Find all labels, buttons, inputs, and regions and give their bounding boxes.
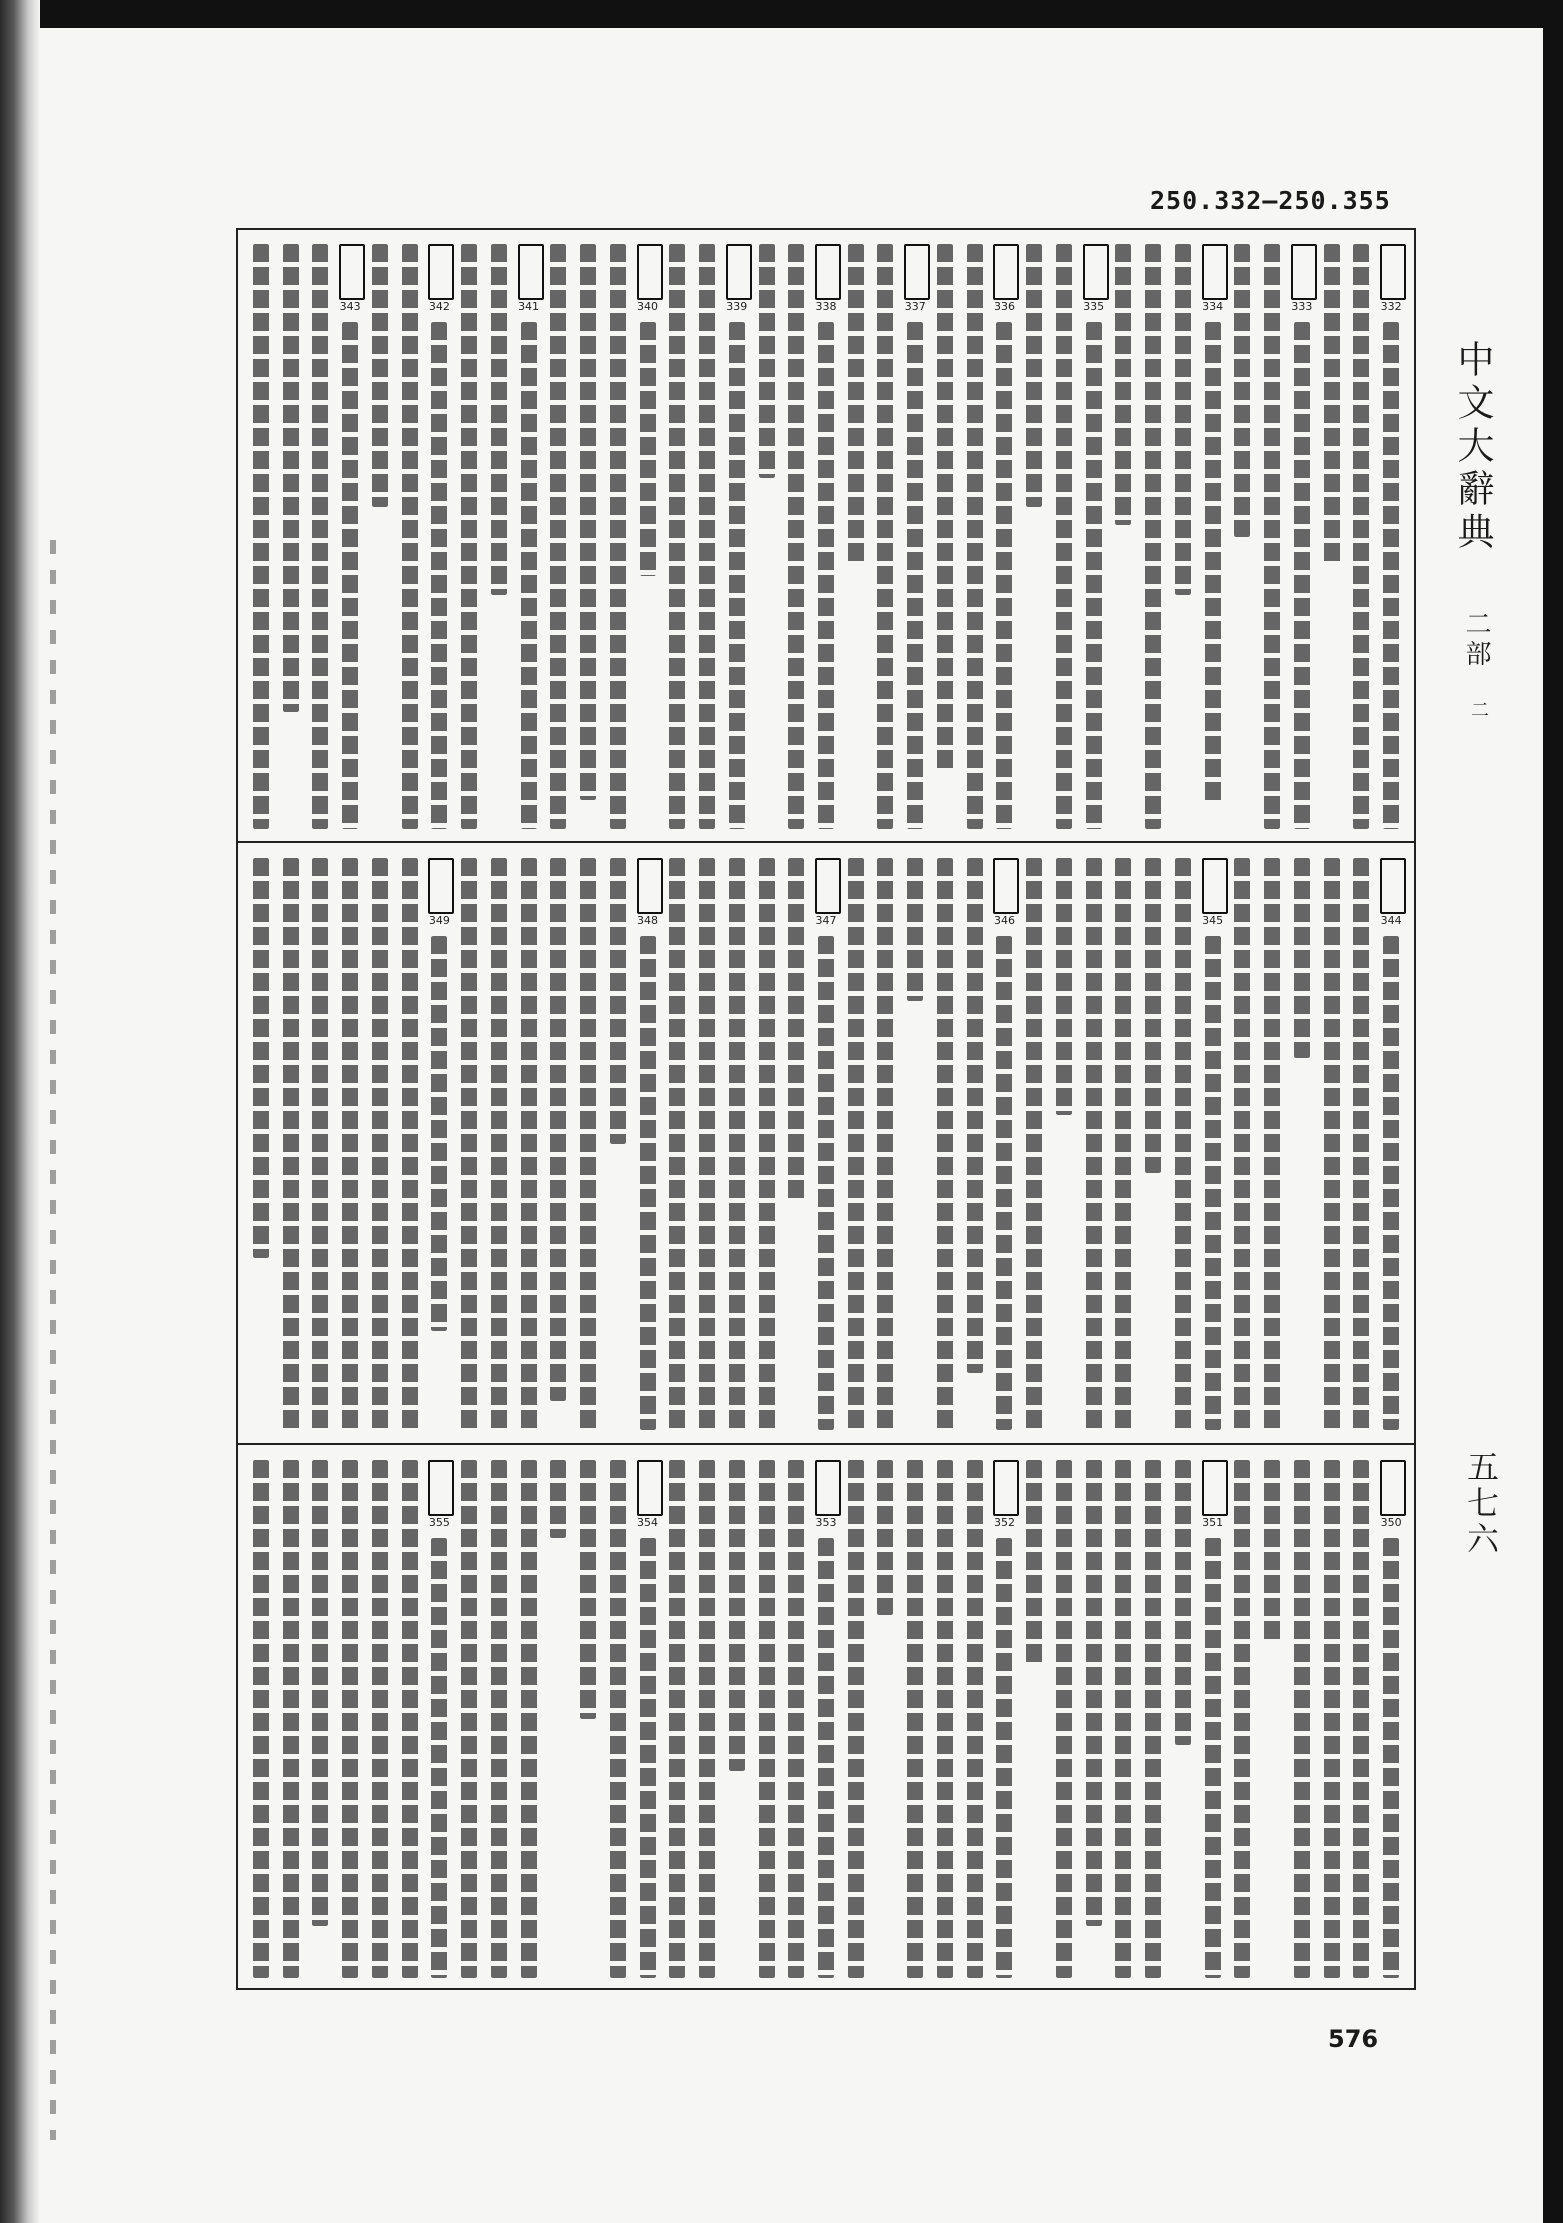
text-column <box>754 244 780 829</box>
text-column-glyphs <box>818 936 834 1430</box>
text-column <box>694 244 720 829</box>
text-column-glyphs <box>342 322 358 829</box>
text-column-glyphs <box>1324 244 1340 566</box>
text-column-glyphs <box>848 1460 864 1978</box>
text-column-glyphs <box>907 858 923 1001</box>
text-column <box>486 1460 512 1978</box>
text-column <box>1170 858 1196 1430</box>
text-column <box>1021 244 1047 829</box>
text-column <box>962 1460 988 1978</box>
text-column-glyphs <box>342 858 358 1430</box>
text-column-glyphs <box>610 244 626 829</box>
entry-headword-box <box>428 244 454 300</box>
text-column <box>962 858 988 1430</box>
text-column <box>456 858 482 1430</box>
text-column-glyphs <box>580 1460 596 1719</box>
text-column <box>724 1460 750 1978</box>
entry-number: 349 <box>426 914 452 927</box>
text-column-glyphs <box>1056 858 1072 1115</box>
text-column <box>367 1460 393 1978</box>
text-column <box>1229 858 1255 1430</box>
text-column <box>397 244 423 829</box>
text-column-glyphs <box>907 322 923 829</box>
text-column <box>1289 1460 1315 1978</box>
text-column <box>1319 244 1345 829</box>
scan-border-left <box>0 0 40 2223</box>
dictionary-title: 中文大辭典 <box>1451 340 1494 555</box>
text-column-glyphs <box>521 322 537 829</box>
entry-number: 332 <box>1378 300 1404 313</box>
text-column-glyphs <box>877 858 893 1430</box>
text-column-glyphs <box>729 322 745 829</box>
text-column <box>426 244 452 829</box>
text-band-top <box>246 244 1406 829</box>
text-column <box>456 1460 482 1978</box>
text-column-glyphs <box>669 1460 685 1978</box>
text-column-glyphs <box>699 858 715 1430</box>
text-column <box>664 1460 690 1978</box>
text-column <box>783 244 809 829</box>
text-column <box>426 858 452 1430</box>
text-column <box>664 858 690 1430</box>
text-column-glyphs <box>1383 322 1399 829</box>
text-column <box>1081 858 1107 1430</box>
text-column <box>1170 244 1196 829</box>
text-column-glyphs <box>729 858 745 1430</box>
text-column <box>575 858 601 1430</box>
entry-headword-box <box>637 1460 663 1516</box>
entry-headword-box <box>518 244 544 300</box>
text-column <box>367 244 393 829</box>
text-column <box>902 858 928 1430</box>
text-column <box>367 858 393 1430</box>
text-column-glyphs <box>1234 858 1250 1430</box>
entry-headword-box <box>815 858 841 914</box>
text-column <box>932 244 958 829</box>
text-column-glyphs <box>550 244 566 829</box>
text-column <box>843 244 869 829</box>
entry-headword-box <box>339 244 365 300</box>
text-column <box>1140 1460 1166 1978</box>
text-column <box>902 1460 928 1978</box>
text-column-glyphs <box>877 244 893 829</box>
text-column-glyphs <box>491 244 507 595</box>
text-column-glyphs <box>818 322 834 829</box>
text-column <box>1259 1460 1285 1978</box>
entry-number: 338 <box>813 300 839 313</box>
text-column-glyphs <box>1234 1460 1250 1978</box>
text-column-glyphs <box>669 858 685 1430</box>
entry-number: 346 <box>991 914 1017 927</box>
entry-headword-box <box>1291 244 1317 300</box>
text-column <box>397 858 423 1430</box>
text-column <box>1229 1460 1255 1978</box>
text-column-glyphs <box>729 1460 745 1771</box>
binding-shadow <box>50 540 56 2140</box>
text-column-glyphs <box>1264 858 1280 1430</box>
entry-headword-box <box>993 1460 1019 1516</box>
text-column <box>635 858 661 1430</box>
text-column <box>248 858 274 1430</box>
text-column <box>605 858 631 1430</box>
text-column-glyphs <box>1115 244 1131 525</box>
entry-number: 351 <box>1200 1516 1226 1529</box>
text-column-glyphs <box>788 1460 804 1978</box>
text-column-glyphs <box>521 1460 537 1978</box>
scan-border-top <box>0 0 1563 28</box>
text-column <box>1200 1460 1226 1978</box>
text-column <box>426 1460 452 1978</box>
text-column <box>1319 858 1345 1430</box>
radical-label: 二部 <box>1461 610 1491 670</box>
text-column <box>962 244 988 829</box>
text-column-glyphs <box>818 1538 834 1978</box>
band-divider <box>238 841 1414 843</box>
entry-headword-box <box>1202 858 1228 914</box>
entry-number: 342 <box>426 300 452 313</box>
text-column <box>1081 244 1107 829</box>
text-column-glyphs <box>283 244 299 712</box>
text-column-glyphs <box>640 322 656 576</box>
text-column-glyphs <box>937 858 953 1430</box>
text-column-glyphs <box>521 858 537 1430</box>
text-column <box>635 1460 661 1978</box>
text-column-glyphs <box>283 1460 299 1978</box>
text-column <box>991 858 1017 1430</box>
entry-number: 340 <box>635 300 661 313</box>
text-column-glyphs <box>759 1460 775 1978</box>
text-column-glyphs <box>461 244 477 829</box>
text-column <box>1110 244 1136 829</box>
text-column-glyphs <box>431 322 447 829</box>
text-column <box>1140 244 1166 829</box>
text-column-glyphs <box>669 244 685 829</box>
text-column <box>1348 1460 1374 1978</box>
text-column-glyphs <box>937 244 953 771</box>
text-column-glyphs <box>877 1460 893 1615</box>
text-column-glyphs <box>372 858 388 1430</box>
entry-headword-box <box>637 244 663 300</box>
text-column <box>307 858 333 1430</box>
text-column <box>605 1460 631 1978</box>
entry-headword-box <box>1202 1460 1228 1516</box>
text-column-glyphs <box>907 1460 923 1978</box>
text-column <box>872 244 898 829</box>
text-column-glyphs <box>1086 1460 1102 1926</box>
text-column-glyphs <box>937 1460 953 1978</box>
text-column-glyphs <box>1294 858 1310 1058</box>
text-column-glyphs <box>967 1460 983 1978</box>
text-column-glyphs <box>1145 858 1161 1173</box>
text-column-glyphs <box>610 858 626 1144</box>
text-column-glyphs <box>1145 1460 1161 1978</box>
text-column <box>397 1460 423 1978</box>
text-column-glyphs <box>1353 858 1369 1430</box>
entry-number: 348 <box>635 914 661 927</box>
text-column-glyphs <box>402 1460 418 1978</box>
text-column <box>337 858 363 1430</box>
text-column <box>783 1460 809 1978</box>
text-column <box>1021 1460 1047 1978</box>
text-column-glyphs <box>610 1460 626 1978</box>
text-column <box>1170 1460 1196 1978</box>
text-column <box>1289 858 1315 1430</box>
text-column-glyphs <box>431 1538 447 1978</box>
text-column <box>278 244 304 829</box>
text-column-glyphs <box>1175 1460 1191 1745</box>
text-column-glyphs <box>967 858 983 1373</box>
entry-range-header: 250.332—250.355 <box>1150 186 1391 215</box>
text-column-glyphs <box>1294 1460 1310 1978</box>
entry-headword-box <box>637 858 663 914</box>
text-column <box>516 244 542 829</box>
text-column <box>724 858 750 1430</box>
text-column-glyphs <box>1086 858 1102 1430</box>
text-column-glyphs <box>1175 858 1191 1430</box>
text-column <box>456 244 482 829</box>
entry-number: 347 <box>813 914 839 927</box>
text-column <box>932 858 958 1430</box>
text-column-glyphs <box>1264 1460 1280 1641</box>
text-band-middle <box>246 858 1406 1430</box>
text-column <box>575 1460 601 1978</box>
entry-number: 337 <box>902 300 928 313</box>
text-column-glyphs <box>848 244 864 566</box>
text-column <box>248 244 274 829</box>
text-column-glyphs <box>1205 322 1221 804</box>
entry-number: 334 <box>1200 300 1226 313</box>
text-column <box>1229 244 1255 829</box>
entry-headword-box <box>1083 244 1109 300</box>
text-column <box>1289 244 1315 829</box>
entry-headword-box <box>993 244 1019 300</box>
entry-headword-box <box>1202 244 1228 300</box>
text-column-glyphs <box>550 1460 566 1538</box>
text-column <box>902 244 928 829</box>
text-column-glyphs <box>759 244 775 478</box>
text-column <box>635 244 661 829</box>
text-column-glyphs <box>1383 1538 1399 1978</box>
text-column <box>337 244 363 829</box>
entry-headword-box <box>993 858 1019 914</box>
text-column-glyphs <box>1353 244 1369 829</box>
text-column-glyphs <box>1324 858 1340 1430</box>
text-column-glyphs <box>253 858 269 1258</box>
text-column-glyphs <box>788 244 804 829</box>
text-column <box>813 858 839 1430</box>
text-column-glyphs <box>461 858 477 1430</box>
text-column <box>1378 1460 1404 1978</box>
text-column-glyphs <box>1056 244 1072 829</box>
entry-number: 344 <box>1378 914 1404 927</box>
entry-number: 336 <box>991 300 1017 313</box>
text-column <box>1140 858 1166 1430</box>
entry-number: 352 <box>991 1516 1017 1529</box>
text-column <box>754 1460 780 1978</box>
text-frame <box>236 228 1416 1990</box>
text-column <box>813 244 839 829</box>
text-column-glyphs <box>312 1460 328 1926</box>
band-divider <box>238 1443 1414 1445</box>
entry-headword-box <box>904 244 930 300</box>
text-column <box>932 1460 958 1978</box>
text-column <box>307 244 333 829</box>
text-column-glyphs <box>461 1460 477 1978</box>
text-column <box>1200 244 1226 829</box>
text-column-glyphs <box>283 858 299 1430</box>
text-column-glyphs <box>1353 1460 1369 1978</box>
entry-headword-box <box>815 1460 841 1516</box>
page-number: 576 <box>1328 2025 1379 2053</box>
text-column-glyphs <box>996 936 1012 1430</box>
text-column <box>248 1460 274 1978</box>
text-column-glyphs <box>640 936 656 1430</box>
radical-sub-label: 二 <box>1468 700 1489 718</box>
text-column <box>991 1460 1017 1978</box>
text-column <box>1259 244 1285 829</box>
text-column <box>1319 1460 1345 1978</box>
text-column-glyphs <box>996 322 1012 829</box>
text-column-glyphs <box>1324 1460 1340 1978</box>
entry-headword-box <box>428 858 454 914</box>
entry-number: 345 <box>1200 914 1226 927</box>
text-column-glyphs <box>491 1460 507 1978</box>
text-column <box>754 858 780 1430</box>
text-column-glyphs <box>580 858 596 1430</box>
text-column <box>545 244 571 829</box>
text-column-glyphs <box>1383 936 1399 1430</box>
text-column <box>1051 244 1077 829</box>
text-column <box>1021 858 1047 1430</box>
text-column <box>1348 244 1374 829</box>
text-column-glyphs <box>1115 858 1131 1430</box>
text-column-glyphs <box>1234 244 1250 537</box>
text-column <box>1051 1460 1077 1978</box>
text-column <box>991 244 1017 829</box>
text-column <box>545 858 571 1430</box>
text-column <box>605 244 631 829</box>
text-column <box>1378 858 1404 1430</box>
text-column-glyphs <box>491 858 507 1430</box>
entry-headword-box <box>428 1460 454 1516</box>
text-column-glyphs <box>759 858 775 1430</box>
text-column <box>843 858 869 1430</box>
text-column-glyphs <box>1205 936 1221 1430</box>
text-column-glyphs <box>253 244 269 829</box>
text-column <box>872 858 898 1430</box>
text-column <box>1110 858 1136 1430</box>
text-column-glyphs <box>1115 1460 1131 1978</box>
text-column <box>575 244 601 829</box>
text-column-glyphs <box>848 858 864 1430</box>
text-column-glyphs <box>640 1538 656 1978</box>
text-column <box>843 1460 869 1978</box>
text-column-glyphs <box>996 1538 1012 1978</box>
entry-number: 353 <box>813 1516 839 1529</box>
text-column-glyphs <box>580 244 596 800</box>
text-column-glyphs <box>342 1460 358 1978</box>
text-column-glyphs <box>967 244 983 829</box>
text-column <box>307 1460 333 1978</box>
text-column <box>1110 1460 1136 1978</box>
text-column <box>516 858 542 1430</box>
entry-headword-box <box>1380 858 1406 914</box>
text-column-glyphs <box>1175 244 1191 595</box>
text-column <box>1081 1460 1107 1978</box>
text-column-glyphs <box>431 936 447 1331</box>
text-column-glyphs <box>1264 244 1280 829</box>
text-column <box>694 858 720 1430</box>
text-column-glyphs <box>550 858 566 1401</box>
text-column-glyphs <box>312 244 328 829</box>
text-column <box>545 1460 571 1978</box>
text-column <box>486 244 512 829</box>
text-column-glyphs <box>1026 1460 1042 1667</box>
text-column-glyphs <box>788 858 804 1201</box>
entry-headword-box <box>1380 244 1406 300</box>
text-column-glyphs <box>1205 1538 1221 1978</box>
entry-number: 339 <box>724 300 750 313</box>
text-column <box>1348 858 1374 1430</box>
text-column <box>813 1460 839 1978</box>
text-column-glyphs <box>699 244 715 829</box>
text-column-glyphs <box>1086 322 1102 829</box>
text-column <box>486 858 512 1430</box>
text-column <box>337 1460 363 1978</box>
text-column <box>1051 858 1077 1430</box>
text-column <box>1378 244 1404 829</box>
text-column <box>278 1460 304 1978</box>
text-column-glyphs <box>1026 858 1042 1430</box>
text-column-glyphs <box>1294 322 1310 829</box>
entry-number: 341 <box>516 300 542 313</box>
text-column-glyphs <box>253 1460 269 1978</box>
text-band-bottom <box>246 1460 1406 1978</box>
entry-headword-box <box>1380 1460 1406 1516</box>
text-column <box>516 1460 542 1978</box>
entry-number: 343 <box>337 300 363 313</box>
text-column-glyphs <box>402 858 418 1430</box>
text-column <box>1259 858 1285 1430</box>
page-number-kanji: 五七六 <box>1462 1450 1500 1558</box>
entry-number: 350 <box>1378 1516 1404 1529</box>
entry-number: 355 <box>426 1516 452 1529</box>
text-column <box>783 858 809 1430</box>
scan-border-right <box>1543 0 1563 2223</box>
text-column <box>664 244 690 829</box>
text-column <box>724 244 750 829</box>
text-column-glyphs <box>699 1460 715 1978</box>
entry-number: 354 <box>635 1516 661 1529</box>
entry-number: 335 <box>1081 300 1107 313</box>
text-column-glyphs <box>1026 244 1042 507</box>
text-column-glyphs <box>1145 244 1161 829</box>
text-column-glyphs <box>312 858 328 1430</box>
text-column-glyphs <box>372 1460 388 1978</box>
text-column-glyphs <box>402 244 418 829</box>
text-column <box>1200 858 1226 1430</box>
entry-number: 333 <box>1289 300 1315 313</box>
text-column <box>694 1460 720 1978</box>
entry-headword-box <box>726 244 752 300</box>
text-column <box>872 1460 898 1978</box>
entry-headword-box <box>815 244 841 300</box>
text-column-glyphs <box>372 244 388 507</box>
text-column <box>278 858 304 1430</box>
text-column-glyphs <box>1056 1460 1072 1978</box>
